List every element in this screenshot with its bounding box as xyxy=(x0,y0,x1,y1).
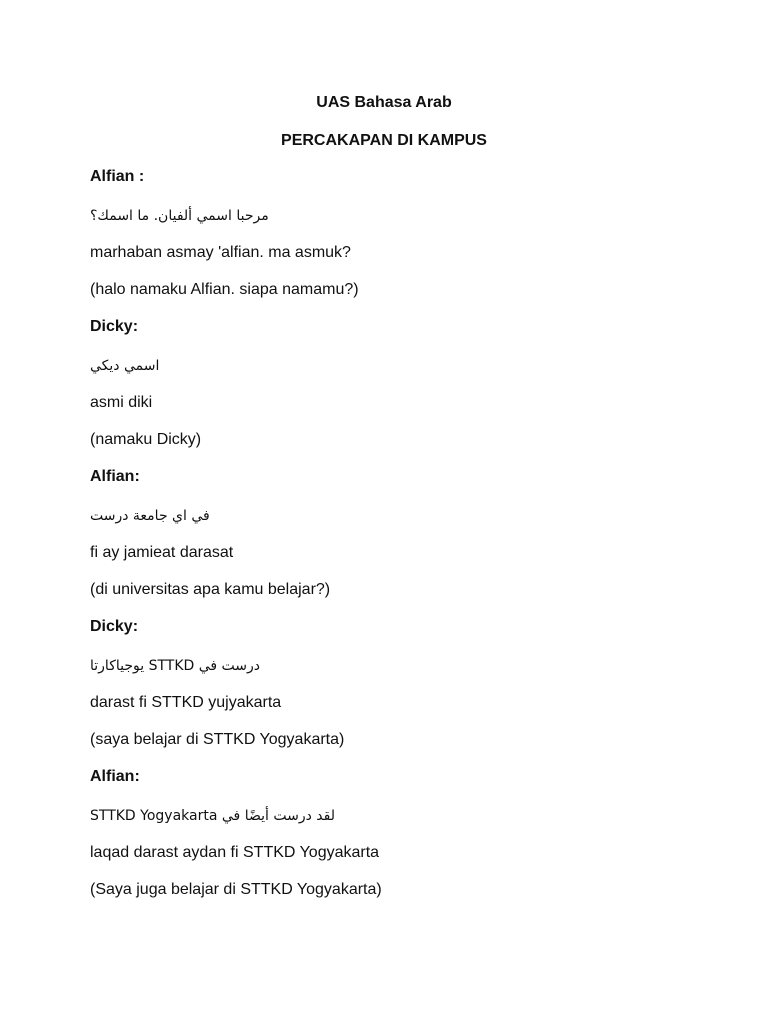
arabic-line: في اي جامعة درست xyxy=(90,508,210,524)
transliteration-line: darast fi STTKD yujyakarta xyxy=(90,694,282,711)
translation-line: (namaku Dicky) xyxy=(90,431,202,448)
arabic-line: اسمي ديكي xyxy=(90,358,160,374)
translation-line: (Saya juga belajar di STTKD Yogyakarta) xyxy=(90,881,382,898)
speaker-label: Alfian: xyxy=(90,768,140,785)
transliteration-line: laqad darast aydan fi STTKD Yogyakarta xyxy=(90,844,380,861)
speaker-label: Alfian: xyxy=(90,468,140,485)
arabic-line: درست في STTKD يوجياكارتا xyxy=(90,658,261,674)
document-subtitle: PERCAKAPAN DI KAMPUS xyxy=(281,132,487,149)
arabic-line: لقد درست أيضًا في STTKD Yogyakarta xyxy=(90,808,335,824)
arabic-line: مرحبا اسمي ألفيان. ما اسمك؟ xyxy=(90,208,269,224)
transliteration-line: marhaban asmay 'alfian. ma asmuk? xyxy=(90,244,351,261)
translation-line: (halo namaku Alfian. siapa namamu?) xyxy=(90,281,359,298)
transliteration-line: asmi diki xyxy=(90,394,153,411)
speaker-label: Alfian : xyxy=(90,168,145,185)
speaker-label: Dicky: xyxy=(90,318,139,335)
transliteration-line: fi ay jamieat darasat xyxy=(90,544,234,561)
document-title: UAS Bahasa Arab xyxy=(316,94,452,111)
translation-line: (saya belajar di STTKD Yogyakarta) xyxy=(90,731,345,748)
translation-line: (di universitas apa kamu belajar?) xyxy=(90,581,331,598)
dialogue xyxy=(90,166,710,916)
speaker-label: Dicky: xyxy=(90,618,139,635)
